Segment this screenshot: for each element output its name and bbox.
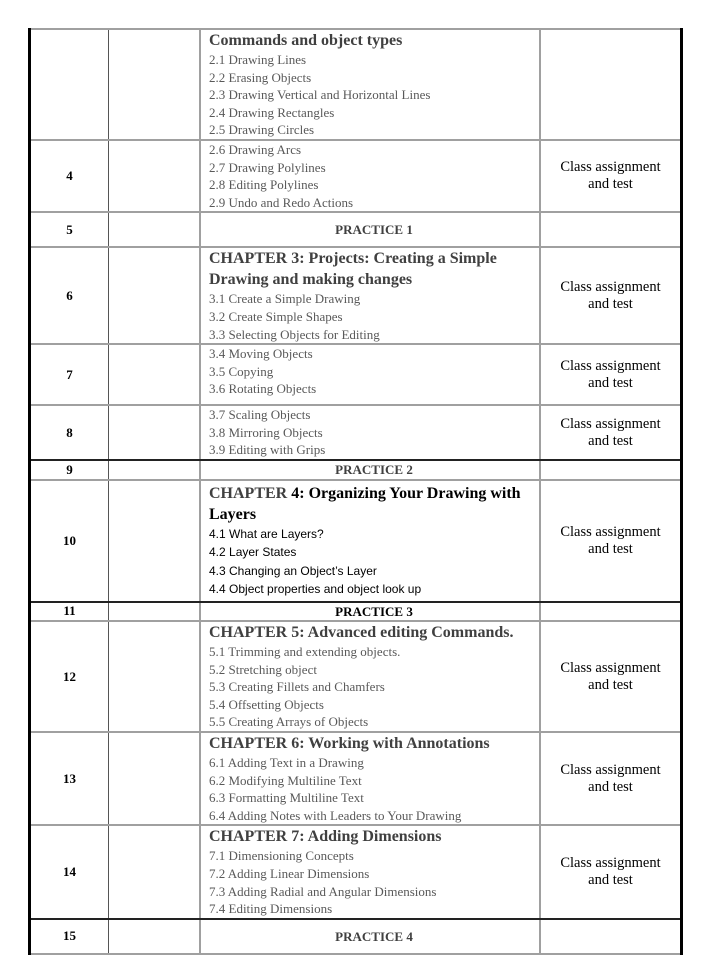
table-row	[30, 825, 682, 918]
week-cell: 12	[30, 621, 109, 732]
topic-item: 4.3 Changing an Object’s Layer	[209, 563, 377, 578]
topic-item: 3.1 Create a Simple Drawing	[209, 291, 361, 307]
chapter-heading: CHAPTER 5: Advanced editing Commands.	[209, 624, 514, 642]
topic-item: 6.3 Formatting Multiline Text	[209, 790, 364, 806]
topic-item: 3.8 Mirroring Objects	[209, 424, 323, 440]
week-cell: 7	[30, 344, 109, 405]
table-row	[30, 919, 682, 954]
topic-item: 3.7 Scaling Objects	[209, 407, 311, 423]
assessment-cell: Class assignment and test	[540, 825, 682, 918]
topic-item: 4.4 Object properties and object look up	[209, 582, 422, 596]
topic-item: 2.4 Drawing Rectangles	[209, 104, 335, 120]
assessment-cell: Class assignment and test	[540, 732, 682, 825]
topic-item: 7.3 Adding Radial and Angular Dimensions	[209, 883, 437, 899]
topic-item: 4.1 What are Layers?	[209, 526, 324, 541]
chapter-heading	[209, 483, 539, 525]
topic-item: 3.4 Moving Objects	[209, 346, 313, 362]
table-row	[30, 247, 682, 344]
content-cell	[200, 344, 540, 405]
content-cell	[200, 732, 540, 825]
topic-item: 3.3 Selecting Objects for Editing	[209, 326, 380, 342]
topic-item: 3.5 Copying	[209, 363, 274, 379]
week-cell: 6	[30, 247, 109, 344]
content-cell	[200, 825, 540, 918]
topic-item: 3.9 Editing with Grips	[209, 442, 326, 458]
topic-item: 2.6 Drawing Arcs	[209, 141, 302, 157]
topic-item: 3.2 Create Simple Shapes	[209, 308, 343, 324]
blank-cell	[109, 247, 201, 344]
topic-item: 2.7 Drawing Polylines	[209, 159, 326, 175]
table-row	[30, 405, 682, 460]
topic-item: 5.1 Trimming and extending objects.	[209, 644, 401, 660]
chapter-heading: Commands and object types	[209, 32, 403, 49]
assessment-cell: Class assignment and test	[540, 480, 682, 602]
blank-cell	[109, 825, 201, 918]
week-cell: 8	[30, 405, 109, 460]
course-schedule-table	[28, 28, 683, 955]
assessment-cell: Class assignment and test	[540, 621, 682, 732]
week-cell: 9	[30, 460, 109, 480]
table-row	[30, 29, 682, 140]
table-row	[30, 732, 682, 825]
week-cell: 13	[30, 732, 109, 825]
week-cell: 15	[30, 919, 109, 954]
blank-cell	[109, 732, 201, 825]
topic-item: 6.4 Adding Notes with Leaders to Your Drawing	[209, 807, 462, 823]
content-cell	[200, 140, 540, 212]
blank-cell	[109, 29, 201, 140]
topic-item: 2.1 Drawing Lines	[209, 52, 307, 67]
chapter-heading: CHAPTER 3: Projects: Creating a Simple Drawing and making changes	[209, 250, 497, 289]
topic-item: 2.2 Erasing Objects	[209, 69, 312, 85]
topic-item: 2.5 Drawing Circles	[209, 122, 315, 138]
blank-cell	[109, 405, 201, 460]
topic-item: 7.1 Dimensioning Concepts	[209, 848, 354, 864]
blank-cell	[109, 344, 201, 405]
table-row	[30, 460, 682, 480]
topic-item: 7.4 Editing Dimensions	[209, 901, 333, 917]
week-cell: 11	[30, 602, 109, 622]
table-row	[30, 602, 682, 622]
week-cell: 5	[30, 212, 109, 247]
assessment-cell	[540, 460, 682, 480]
topic-item: 2.3 Drawing Vertical and Horizontal Lines	[209, 87, 431, 103]
chapter-title: 4: Organizing Your Drawing with Layers	[209, 484, 521, 523]
chapter-heading: CHAPTER 7: Adding Dimensions	[209, 828, 442, 846]
table-row	[30, 140, 682, 212]
topic-item: 5.3 Creating Fillets and Chamfers	[209, 679, 385, 695]
content-cell	[200, 480, 540, 602]
practice-label: PRACTICE 4	[200, 919, 540, 954]
assessment-cell	[540, 602, 682, 622]
topic-item: 6.2 Modifying Multiline Text	[209, 772, 362, 788]
practice-label: PRACTICE 1	[200, 212, 540, 247]
assessment-cell: Class assignment and test	[540, 405, 682, 460]
week-cell: 4	[30, 140, 109, 212]
assessment-cell: Class assignment and test	[540, 344, 682, 405]
topic-item: 2.8 Editing Polylines	[209, 177, 319, 193]
assessment-cell: Class assignment and test	[540, 247, 682, 344]
content-cell	[200, 247, 540, 344]
blank-cell	[109, 602, 201, 622]
blank-cell	[109, 919, 201, 954]
content-cell	[200, 29, 540, 140]
blank-cell	[109, 140, 201, 212]
chapter-prefix: CHAPTER	[209, 484, 288, 502]
table-row	[30, 212, 682, 247]
content-cell	[200, 621, 540, 732]
assessment-cell: Class assignment and test	[540, 140, 682, 212]
table-row	[30, 344, 682, 405]
blank-cell	[109, 621, 201, 732]
topic-item: 5.4 Offsetting Objects	[209, 696, 324, 712]
topic-item: 2.9 Undo and Redo Actions	[209, 194, 354, 210]
assessment-cell	[540, 919, 682, 954]
assessment-cell	[540, 212, 682, 247]
table-row	[30, 621, 682, 732]
week-cell: 14	[30, 825, 109, 918]
topic-item: 6.1 Adding Text in a Drawing	[209, 755, 364, 771]
topic-item: 5.5 Creating Arrays of Objects	[209, 714, 369, 730]
assessment-cell	[540, 29, 682, 140]
content-cell	[200, 405, 540, 460]
blank-cell	[109, 460, 201, 480]
blank-cell	[109, 480, 201, 602]
chapter-heading: CHAPTER 6: Working with Annotations	[209, 735, 490, 753]
topic-item: 4.2 Layer States	[209, 545, 297, 559]
topic-item: 7.2 Adding Linear Dimensions	[209, 866, 370, 882]
week-cell: 10	[30, 480, 109, 602]
table-row	[30, 480, 682, 602]
practice-label: PRACTICE 3	[200, 602, 540, 622]
topic-item: 3.6 Rotating Objects	[209, 381, 317, 397]
blank-cell	[109, 212, 201, 247]
practice-label: PRACTICE 2	[200, 460, 540, 480]
week-cell	[30, 29, 109, 140]
topic-item: 5.2 Stretching object	[209, 661, 317, 677]
